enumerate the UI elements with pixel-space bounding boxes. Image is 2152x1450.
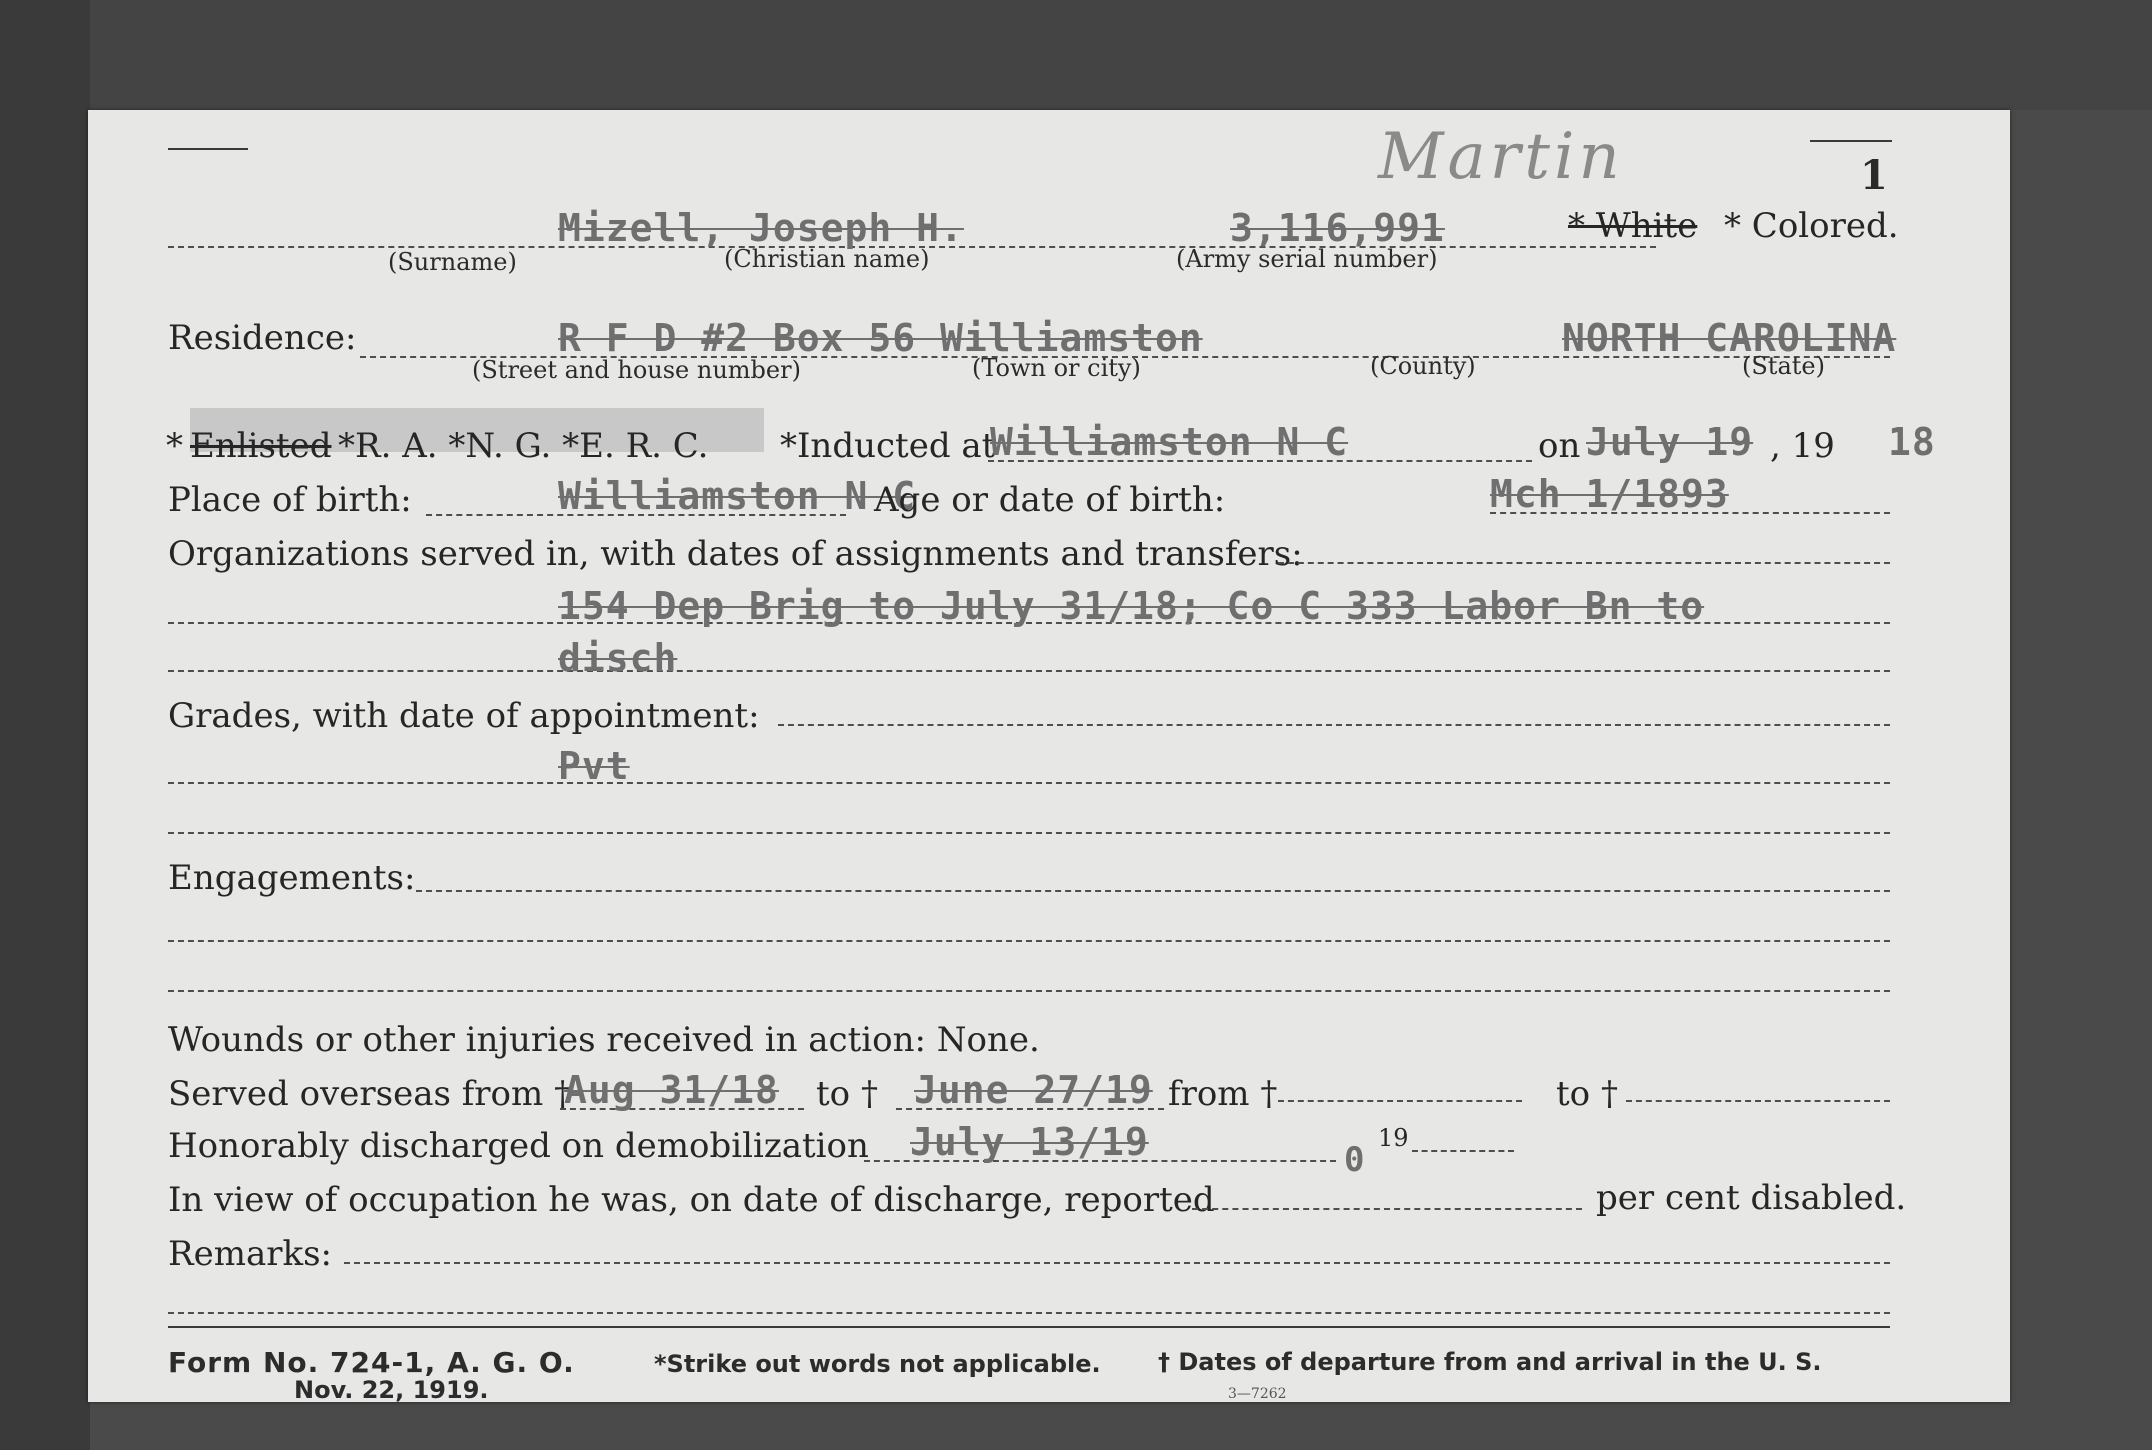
top-left-rule: [168, 148, 248, 150]
name-typed: Mizell, Joseph H.: [558, 206, 964, 250]
enlistment-types: *R. A. *N. G. *E. R. C.: [338, 426, 709, 466]
to-label-2: to †: [1556, 1074, 1618, 1114]
footnote-strike-out: *Strike out words not applicable.: [654, 1350, 1101, 1378]
scan-background-left: [0, 0, 90, 1450]
caption-surname: (Surname): [388, 248, 517, 276]
form-number: Form No. 724-1, A. G. O.: [168, 1346, 575, 1379]
age-typed: Mch 1/1893: [1490, 472, 1729, 516]
remarks-line-0: [344, 1262, 1890, 1264]
wounds-label: Wounds or other injuries received in action: None.: [168, 1020, 1040, 1060]
inducted-label: *Inducted at: [780, 426, 996, 466]
overseas-from-line-2: [1278, 1100, 1522, 1102]
organizations-line-0: [1278, 562, 1890, 564]
age-label: Age or date of birth:: [874, 480, 1226, 520]
caption-christian-name: (Christian name): [724, 245, 930, 273]
card-number: 1: [1860, 152, 1888, 199]
engagements-label: Engagements:: [168, 858, 416, 898]
remarks-line-1: [168, 1312, 1890, 1314]
residence-label: Residence:: [168, 318, 357, 358]
discharge-year-prefix: 19: [1378, 1124, 1409, 1152]
scan-background-top: [0, 0, 2152, 110]
race-colored: * Colored.: [1724, 206, 1899, 246]
remarks-label: Remarks:: [168, 1234, 332, 1274]
serial-typed: 3,116,991: [1230, 206, 1445, 250]
disabled-percent-typed: 0: [1344, 1140, 1366, 1180]
overseas-from-typed: Aug 31/18: [564, 1068, 779, 1112]
engagements-line-0: [416, 890, 1890, 892]
on-label: on: [1538, 426, 1581, 466]
birthplace-typed: Williamston N C: [558, 474, 917, 518]
printer-code: 3—7262: [1228, 1386, 1287, 1402]
occupation-label: In view of occupation he was, on date of discharge, reported: [168, 1180, 1215, 1220]
overseas-to-typed: June 27/19: [914, 1068, 1153, 1112]
caption-county: (County): [1370, 352, 1476, 380]
state-typed: NORTH CAROLINA: [1562, 316, 1897, 360]
caption-state: (State): [1742, 352, 1825, 380]
grades-line-2: [168, 832, 1890, 834]
grades-line-1: [168, 782, 1890, 784]
race-white: * White: [1568, 206, 1698, 246]
grades-typed: Pvt: [558, 744, 630, 788]
form-date: Nov. 22, 1919.: [294, 1376, 489, 1404]
caption-street: (Street and house number): [472, 356, 801, 384]
organizations-label: Organizations served in, with dates of assignments and transfers:: [168, 534, 1303, 574]
engagements-line-1: [168, 940, 1890, 942]
engagements-line-2: [168, 990, 1890, 992]
caption-town: (Town or city): [972, 354, 1141, 382]
organizations-line-2: [168, 670, 1890, 672]
discharge-year-line: [1412, 1150, 1514, 1152]
occupation-line: [1192, 1208, 1582, 1210]
inducted-year-typed: 18: [1888, 420, 1936, 464]
grades-label: Grades, with date of appointment:: [168, 696, 760, 736]
footer-rule: [168, 1326, 1890, 1328]
grades-line-0: [778, 724, 1890, 726]
inducted-place-typed: Williamston N C: [990, 420, 1349, 464]
handwritten-county: Martin: [1378, 120, 1624, 194]
service-record-card: [88, 110, 2010, 1402]
to-label: to †: [816, 1074, 878, 1114]
overseas-label: Served overseas from †: [168, 1074, 572, 1114]
organizations-typed-2: disch: [558, 636, 678, 680]
enlisted-label: Enlisted: [190, 426, 332, 466]
organizations-typed-1: 154 Dep Brig to July 31/18; Co C 333 Labor Bn to: [558, 584, 1705, 628]
card-number-rule: [1810, 140, 1892, 142]
inducted-date-typed: July 19: [1586, 420, 1754, 464]
footnote-dates: † Dates of departure from and arrival in the U. S.: [1158, 1348, 1822, 1376]
residence-typed: R F D #2 Box 56 Williamston: [558, 316, 1203, 360]
discharged-typed: July 13/19: [910, 1120, 1149, 1164]
year-prefix: , 19: [1770, 426, 1835, 466]
from-label-2: from †: [1168, 1074, 1278, 1114]
disabled-label: per cent disabled.: [1596, 1178, 1907, 1218]
overseas-to-line-2: [1626, 1100, 1890, 1102]
enlisted-prefix: *: [166, 426, 183, 466]
birthplace-label: Place of birth:: [168, 480, 412, 520]
caption-army-serial: (Army serial number): [1176, 245, 1438, 273]
discharged-label: Honorably discharged on demobilization: [168, 1126, 869, 1166]
